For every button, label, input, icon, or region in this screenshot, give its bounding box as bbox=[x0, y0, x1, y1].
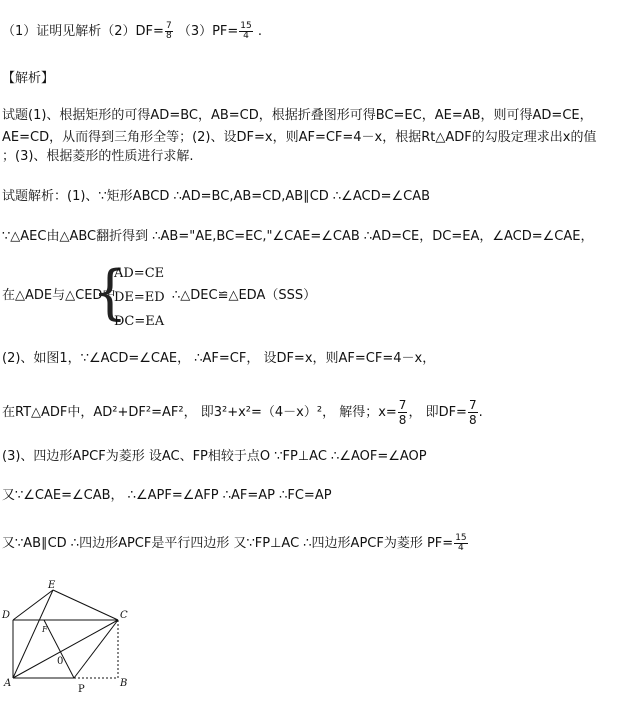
answer-df-fraction bbox=[165, 22, 173, 41]
segment-ae bbox=[13, 590, 53, 678]
label-d: D bbox=[2, 610, 11, 621]
answer-end: . bbox=[257, 24, 263, 39]
geometry-figure bbox=[0, 580, 140, 715]
df-numerator: 7 bbox=[165, 21, 172, 31]
pf-numerator-2: 15 bbox=[455, 533, 467, 543]
explanation-line-1: 试题(1)、根据矩形的可得AD=BC，AB=CD，根据折叠图形可得BC=EC，AE=AB，则可得AD=CE， bbox=[2, 108, 593, 123]
solution-line-3-prefix: 在△ADE与△CED中 bbox=[2, 288, 116, 303]
segment-de bbox=[13, 590, 53, 620]
df-numerator-2: 7 bbox=[468, 398, 477, 412]
solution-line-3-suffix: ∴△DEC≌△EDA（SSS） bbox=[172, 288, 317, 303]
answer-pf-fraction bbox=[239, 22, 252, 41]
segment-cp bbox=[74, 620, 118, 678]
solution-line-7: 又∵∠CAE=∠CAB， ∴∠APF=∠AFP ∴AF=AP ∴FC=AP bbox=[2, 488, 332, 503]
pf-denominator-2: 4 bbox=[458, 543, 464, 553]
label-c: C bbox=[120, 610, 128, 621]
label-e: E bbox=[48, 580, 56, 591]
pf-denominator: 4 bbox=[243, 31, 249, 41]
solution-line-8-text: 又∵AB∥CD ∴四边形APCF是平行四边形 又∵FP⊥AC ∴四边形APCF为菱形 PF= bbox=[2, 536, 454, 551]
solution-line-5-end: . bbox=[478, 405, 483, 420]
segment-ac bbox=[13, 620, 118, 678]
solution-line-4: (2)、如图1，∵∠ACD=∠CAE， ∴AF=CF， 设DF=x，则AF=CF=4－x， bbox=[2, 351, 436, 366]
explanation-line-3: ；(3)、根据菱形的性质进行求解. bbox=[2, 149, 194, 164]
label-p: P bbox=[78, 684, 85, 695]
x-numerator: 7 bbox=[398, 398, 407, 412]
df-denominator-2: 8 bbox=[468, 413, 477, 427]
label-b: B bbox=[120, 678, 128, 689]
label-a: A bbox=[4, 678, 12, 689]
x-denominator: 8 bbox=[398, 413, 407, 427]
segment-fp bbox=[44, 620, 74, 678]
segment-ec bbox=[53, 590, 118, 620]
pf-numerator: 15 bbox=[240, 21, 252, 31]
solution-line-5-prefix: 在RT△ADF中，AD²+DF²=AF²， 即3²+x²=（4－x）²， 解得；x= bbox=[2, 405, 397, 420]
answer-part2: （3）PF= bbox=[177, 24, 239, 39]
pf-fraction bbox=[454, 534, 467, 553]
label-f: F bbox=[42, 625, 48, 634]
equation-row: DC=EA bbox=[114, 314, 165, 329]
equation-row: AD=CE bbox=[114, 266, 165, 281]
solution-line-8 bbox=[2, 534, 469, 553]
label-o: 0 bbox=[57, 656, 64, 667]
solution-line-5 bbox=[2, 398, 483, 427]
answer-line bbox=[2, 22, 262, 41]
solution-line-2: ∵△AEC由△ABC翻折得到 ∴AB="AE,BC=EC,"∠CAE=∠CAB ∴AD=CE，DC=EA，∠ACD=∠CAE， bbox=[2, 229, 594, 244]
answer-part1: （1）证明见解析（2）DF= bbox=[2, 24, 164, 39]
equation-rows bbox=[114, 262, 165, 334]
solution-line-5-mid: ， 即DF= bbox=[408, 405, 467, 420]
solution-line-1: 试题解析：(1)、∵矩形ABCD ∴AD=BC,AB=CD,AB∥CD ∴∠ACD=∠CAB bbox=[2, 189, 431, 204]
df-denominator: 8 bbox=[165, 31, 172, 41]
left-brace-icon: { bbox=[92, 258, 128, 327]
df-fraction bbox=[468, 398, 478, 427]
explanation-line-2: AE=CD，从而得到三角形全等；(2)、设DF=x，则AF=CF=4－x，根据Rt△ADF的勾股定理求出x的值 bbox=[2, 130, 597, 145]
analysis-heading: 【解析】 bbox=[2, 71, 55, 86]
x-fraction bbox=[398, 398, 408, 427]
equation-row: DE=ED bbox=[114, 290, 165, 305]
solution-line-6: (3)、四边形APCF为菱形 设AC、FP相较于点O ∵FP⊥AC ∴∠AOF=∠AOP bbox=[2, 449, 427, 464]
